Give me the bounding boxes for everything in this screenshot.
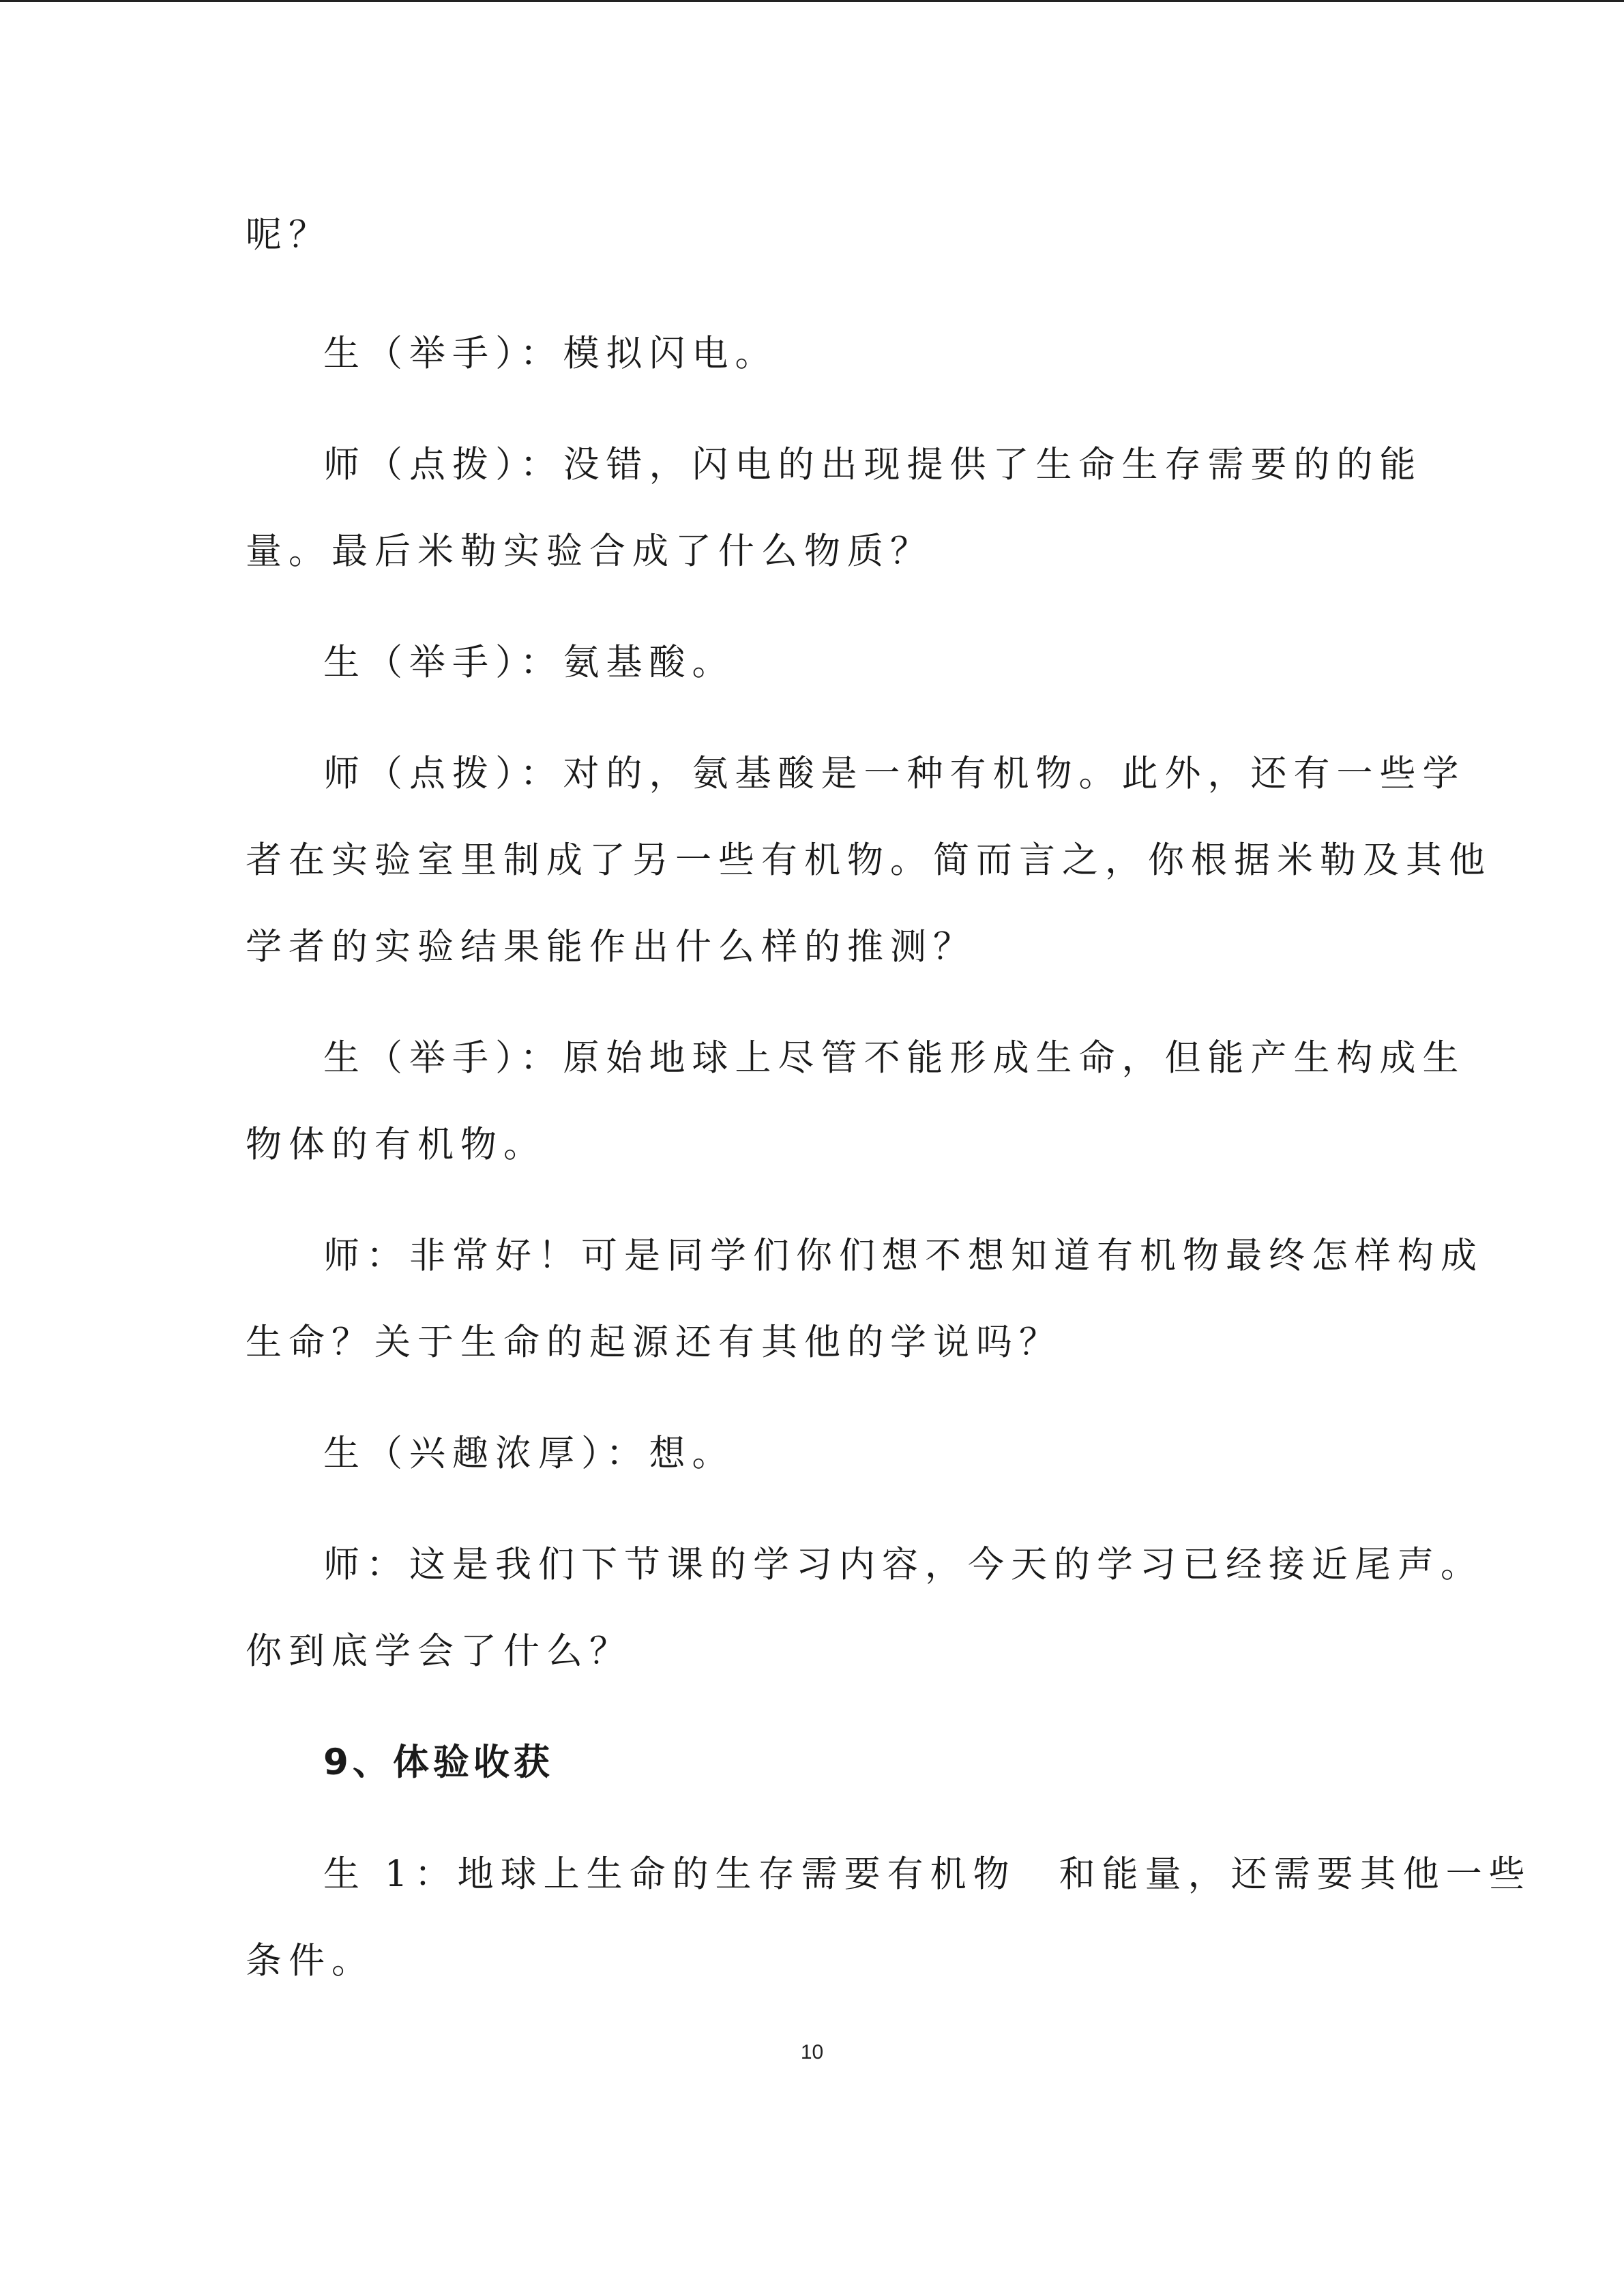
text-line: 生（举手）：模拟闪电。 — [323, 333, 778, 374]
page-number: 10 — [800, 2041, 824, 2063]
text-line: 师（点拨）：没错，闪电的出现提供了生命生存需要的的能 — [323, 444, 1423, 486]
text-line: 学者的实验结果能作出什么样的推测？ — [246, 926, 976, 968]
text-line: 师（点拨）：对的，氨基酸是一种有机物。此外，还有一些学 — [323, 753, 1466, 794]
text-line: 呢？ — [246, 214, 331, 256]
text-line: 师：非常好！可是同学们你们想不想知道有机物最终怎样构成 — [323, 1235, 1483, 1277]
section-heading: 9、体验收获 — [323, 1742, 554, 1783]
text-line: 生命？关于生命的起源还有其他的学说吗？ — [246, 1322, 1062, 1363]
text-line: 师：这是我们下节课的学习内容，今天的学习已经接近尾声。 — [323, 1544, 1483, 1585]
text-line: 你到底学会了什么？ — [246, 1630, 632, 1672]
text-line: 生（举手）：原始地球上尽管不能形成生命，但能产生构成生 — [323, 1037, 1466, 1079]
text-line: 者在实验室里制成了另一些有机物。简而言之，你根据米勒及其他 — [246, 839, 1492, 881]
top-border — [0, 0, 1624, 2]
text-line: 条件。 — [246, 1940, 374, 1982]
text-line: 生（兴趣浓厚）：想。 — [323, 1433, 735, 1474]
text-line: 生（举手）：氨基酸。 — [323, 642, 735, 683]
text-line: 量。最后米勒实验合成了什么物质？ — [246, 531, 933, 572]
text-line: 生 1：地球上生命的生存需要有机物 和能量，还需要其他一些 — [323, 1853, 1532, 1895]
text-line: 物体的有机物。 — [246, 1124, 546, 1165]
